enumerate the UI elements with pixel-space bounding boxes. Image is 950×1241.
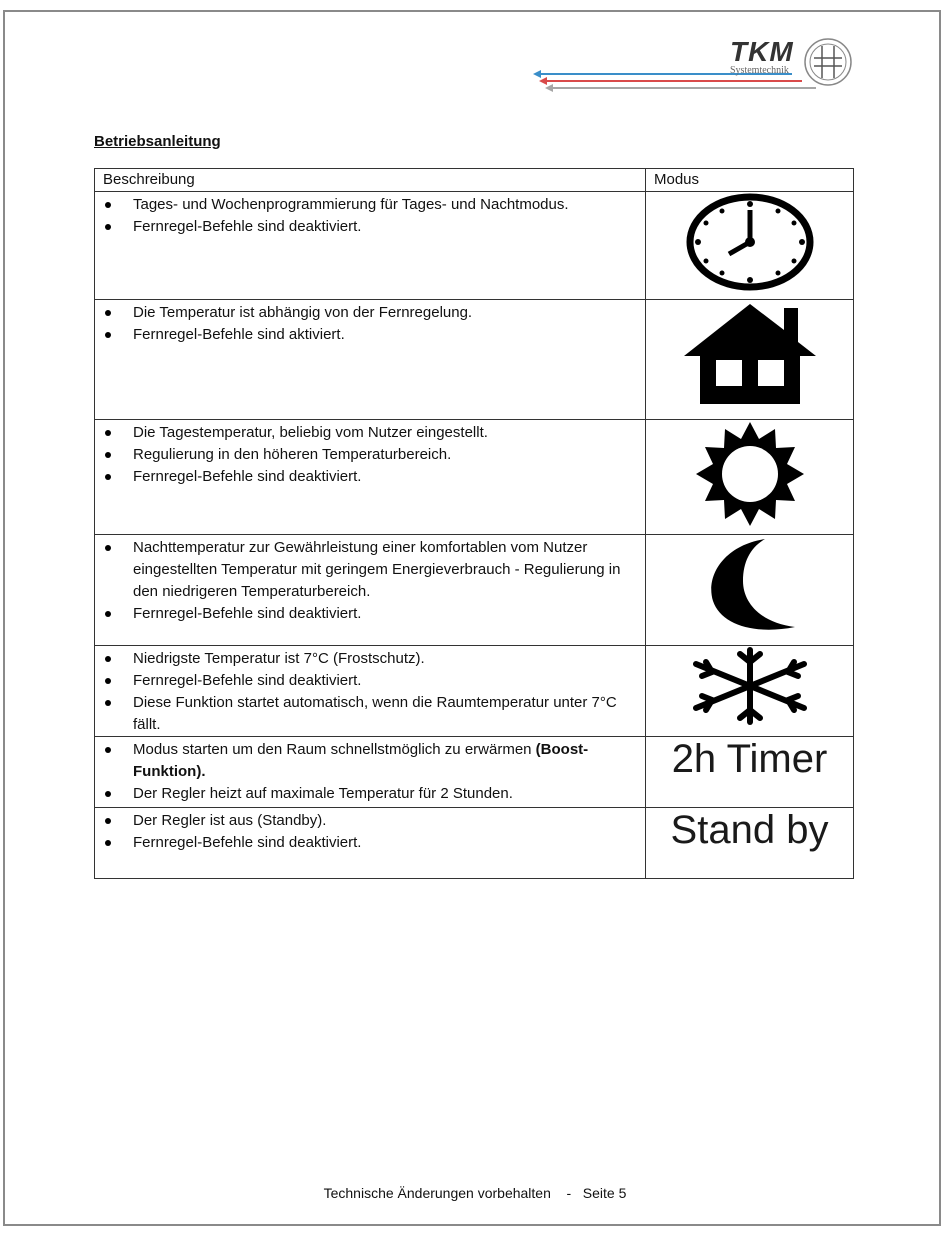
sun-icon — [690, 420, 810, 528]
table-row-standby — [95, 808, 854, 879]
table-row-auto — [95, 192, 854, 300]
standby-mode-label: Stand by — [670, 808, 829, 852]
mode-cell — [646, 420, 854, 535]
table-row-remote — [95, 300, 854, 420]
boost-text: Modus starten um den Raum schnellstmöglich zu erwärmen — [133, 741, 536, 758]
list-item: Fernregel-Befehle sind deaktiviert. — [95, 603, 639, 625]
list-item: Niedrigste Temperatur ist 7°C (Frostschutz). — [95, 648, 639, 670]
logo-brand: TKM — [730, 36, 794, 67]
list-item: Fernregel-Befehle sind deaktiviert. — [95, 832, 639, 854]
document-title: Betriebsanleitung — [94, 133, 221, 150]
list-item: Tages- und Wochenprogrammierung für Tages- und Nachtmodus. — [95, 194, 639, 216]
list-item: Die Tagestemperatur, beliebig vom Nutzer eingestellt. — [95, 422, 639, 444]
table-row-frost — [95, 646, 854, 737]
list-item: Diese Funktion startet automatisch, wenn die Raumtemperatur unter 7°C fällt. — [95, 692, 639, 736]
house-icon — [680, 300, 820, 408]
list-item: Regulierung in den höheren Temperaturbereich. — [95, 444, 639, 466]
description-cell — [95, 646, 646, 737]
header-description: Beschreibung — [95, 169, 646, 192]
snowflake-icon — [690, 646, 810, 726]
table-row-eco — [95, 535, 854, 646]
footer-separator: - — [566, 1185, 572, 1201]
description-cell — [95, 300, 646, 420]
list-item: Fernregel-Befehle sind deaktiviert. — [95, 216, 639, 238]
description-cell — [95, 737, 646, 808]
description-cell — [95, 535, 646, 646]
list-item: Fernregel-Befehle sind deaktiviert. — [95, 466, 639, 488]
description-cell — [95, 192, 646, 300]
list-item: Fernregel-Befehle sind aktiviert. — [95, 324, 639, 346]
list-item: Fernregel-Befehle sind deaktiviert. — [95, 670, 639, 692]
page-number: Seite 5 — [582, 1185, 627, 1201]
boost-label: (Boost-Funktion). — [133, 741, 589, 780]
mode-cell — [646, 535, 854, 646]
footer-text: Technische Änderungen vorbehalten — [323, 1185, 551, 1201]
mode-cell — [646, 737, 854, 808]
table-row-comfort — [95, 420, 854, 535]
logo-emblem-icon — [805, 39, 851, 85]
clock-icon — [685, 192, 815, 292]
header-mode: Modus — [646, 169, 854, 192]
logo-arrow-lines — [530, 36, 860, 96]
mode-table — [94, 168, 854, 879]
table-row-boost — [95, 737, 854, 808]
moon-icon — [695, 535, 805, 635]
list-item: Der Regler ist aus (Standby). — [95, 810, 639, 832]
list-item — [95, 739, 639, 783]
list-item: Die Temperatur ist abhängig von der Fernregelung. — [95, 302, 639, 324]
mode-cell — [646, 300, 854, 420]
logo-subtitle: Systemtechnik — [730, 65, 789, 76]
list-item: Der Regler heizt auf maximale Temperatur für 2 Stunden. — [95, 783, 639, 805]
description-cell — [95, 808, 646, 879]
table-header-row — [95, 169, 854, 192]
timer-mode-label: 2h Timer — [671, 737, 828, 781]
mode-cell — [646, 192, 854, 300]
mode-cell — [646, 808, 854, 879]
mode-cell — [646, 646, 854, 737]
list-item: Nachttemperatur zur Gewährleistung einer komfortablen vom Nutzer eingestellten Temperatur mit geringem Energieverbrauch - Regulierung in den niedrigeren Temperaturbereich. — [95, 537, 639, 603]
company-logo — [530, 36, 860, 96]
page-footer — [0, 1185, 950, 1201]
description-cell — [95, 420, 646, 535]
